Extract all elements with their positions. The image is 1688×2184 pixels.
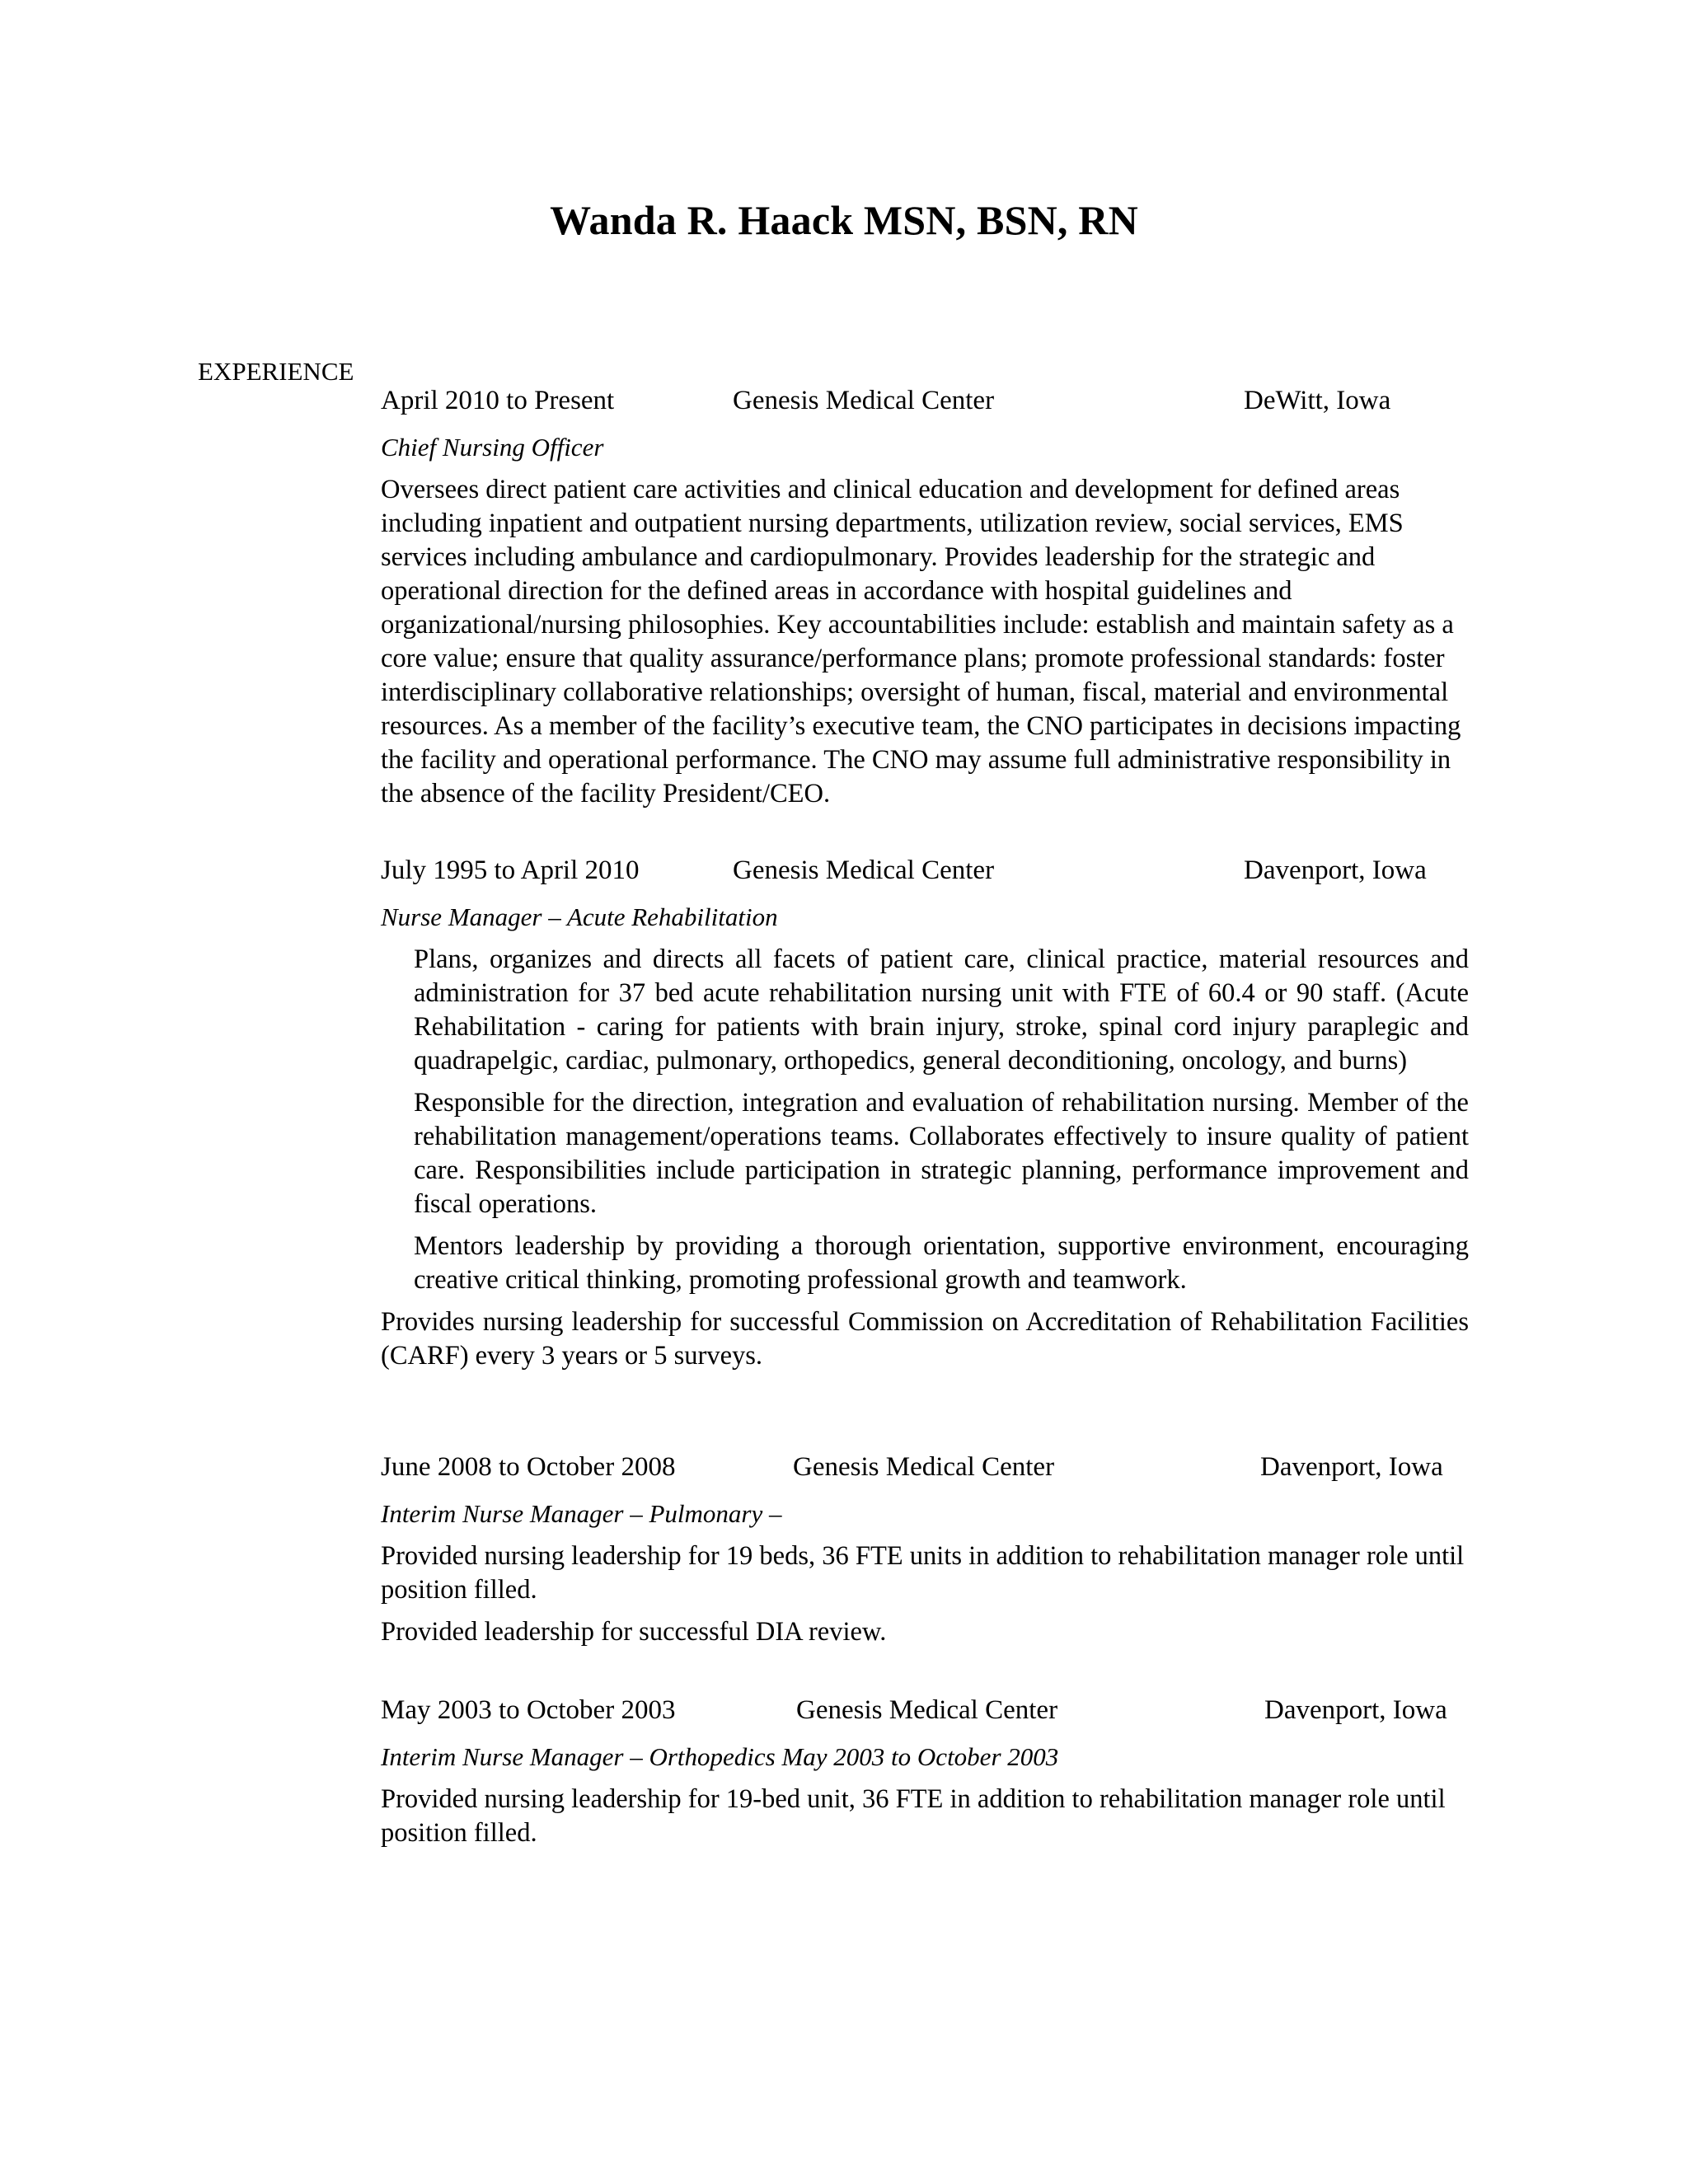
job-entry — [381, 1695, 1469, 1850]
job-dates: May 2003 to October 2003 — [381, 1695, 676, 1725]
job-title: Chief Nursing Officer — [381, 433, 604, 462]
job-title: Interim Nurse Manager – Pulmonary – — [381, 1499, 782, 1528]
job-title: Interim Nurse Manager – Orthopedics May 2003 to October 2003 — [381, 1742, 1059, 1771]
job-employer: Genesis Medical Center — [796, 1695, 1058, 1725]
job-employer: Genesis Medical Center — [793, 1452, 1055, 1482]
job-header — [381, 386, 1469, 427]
job-header — [381, 1695, 1469, 1736]
job-description: Plans, organizes and directs all facets of patient care, clinical practice, material resources and administration for 37 bed acute rehabilitation nursing unit with FTE of 60.4 or 90 staff. (Acute Rehabilitation - caring for patients with brain injury, stroke, spinal cord injury paraplegic and quadrapelgic, cardiac, pulmonary, orthopedics, general deconditioning, oncology, and burns) — [414, 944, 1469, 1076]
job-dates: June 2008 to October 2008 — [381, 1452, 676, 1482]
job-location: DeWitt, Iowa — [1244, 386, 1391, 415]
job-location: Davenport, Iowa — [1244, 855, 1427, 885]
job-entry — [381, 855, 1469, 1373]
job-description: Oversees direct patient care activities and clinical education and development for defined areas including inpatient and outpatient nursing departments, utilization review, social services, EMS services including ambulance and cardiopulmonary. Provides leadership for the strategic and operational direction for the defined areas in accordance with hospital guidelines and organizational/nursing philosophies. Key accountabilities include: establish and maintain safety as a core value; ensure that quality assurance/performance plans; promote professional standards: foster interdisciplinary collaborative relationships; oversight of human, fiscal, material and environmental resources. As a member of the facility’s executive team, the CNO participates in decisions impacting the facility and operational performance. The CNO may assume full administrative responsibility in the absence of the facility President/CEO. — [381, 475, 1461, 808]
job-title: Nurse Manager – Acute Rehabilitation — [381, 902, 778, 931]
job-description: Provides nursing leadership for successful Commission on Accreditation of Rehabilitation Facilities (CARF) every 3 years or 5 surveys. — [381, 1307, 1469, 1371]
job-entry — [381, 386, 1469, 811]
resume-name: Wanda R. Haack MSN, BSN, RN — [550, 197, 1138, 243]
section-label-experience: EXPERIENCE — [198, 357, 354, 386]
job-description: Responsible for the direction, integration and evaluation of rehabilitation nursing. Member of the rehabilitation management/operations teams. Collaborates effectively to insure quality of patient care. Responsibilities include participation in strategic planning, performance improvement and fiscal operations. — [414, 1088, 1469, 1219]
job-header — [381, 855, 1469, 897]
job-employer: Genesis Medical Center — [733, 386, 995, 415]
job-entry — [381, 1452, 1469, 1649]
job-description: Provided leadership for successful DIA review. — [381, 1617, 887, 1647]
job-employer: Genesis Medical Center — [733, 855, 995, 885]
job-location: Davenport, Iowa — [1264, 1695, 1447, 1725]
job-description: Provided nursing leadership for 19-bed unit, 36 FTE in addition to rehabilitation manager role until position filled. — [381, 1784, 1446, 1848]
job-dates: July 1995 to April 2010 — [381, 855, 640, 885]
job-description: Provided nursing leadership for 19 beds, 36 FTE units in addition to rehabilitation manager role until position filled. — [381, 1541, 1465, 1605]
job-header — [381, 1452, 1469, 1493]
job-description: Mentors leadership by providing a thorough orientation, supportive environment, encouraging creative critical thinking, promoting professional growth and teamwork. — [414, 1231, 1469, 1295]
job-dates: April 2010 to Present — [381, 386, 615, 415]
job-location: Davenport, Iowa — [1260, 1452, 1443, 1482]
